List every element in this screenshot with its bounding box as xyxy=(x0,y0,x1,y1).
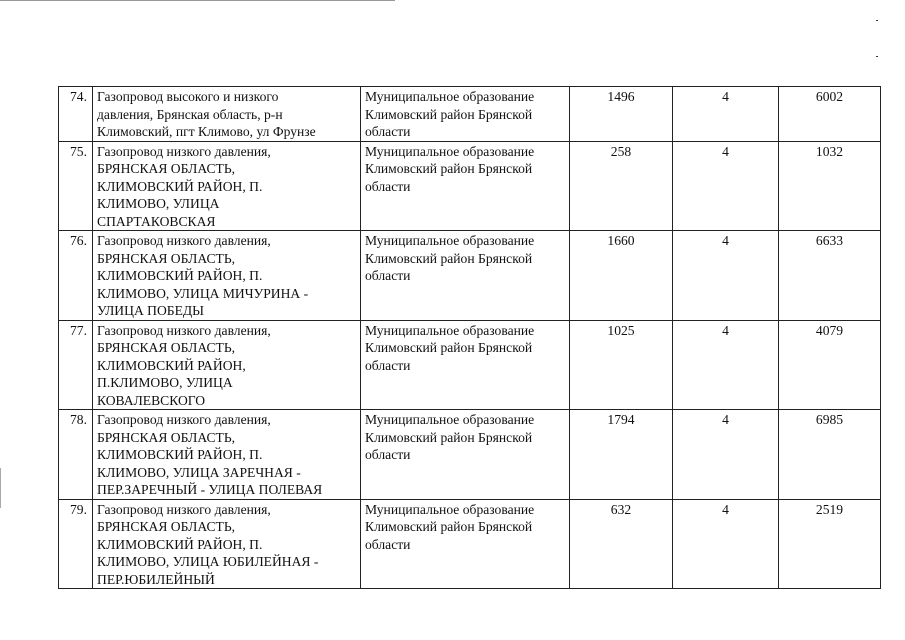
category-value: 4 xyxy=(673,231,779,321)
object-name: Газопровод высокого и низкого давления, Брянская область, р-н Климовский, пгт Климово, ул Фрунзе xyxy=(93,87,361,142)
length-value: 1794 xyxy=(570,410,673,500)
length-value: 1660 xyxy=(570,231,673,321)
total-value: 2519 xyxy=(779,499,881,589)
table-row xyxy=(59,320,881,410)
row-number: 78. xyxy=(59,410,93,500)
total-value: 6633 xyxy=(779,231,881,321)
object-name: Газопровод низкого давления, БРЯНСКАЯ ОБЛАСТЬ, КЛИМОВСКИЙ РАЙОН, П. КЛИМОВО, УЛИЦА МИЧУРИНА - УЛИЦА ПОБЕДЫ xyxy=(93,231,361,321)
category-value: 4 xyxy=(673,320,779,410)
owner-name: Муниципальное образование Климовский район Брянской области xyxy=(361,231,570,321)
length-value: 632 xyxy=(570,499,673,589)
total-value: 6985 xyxy=(779,410,881,500)
row-number: 76. xyxy=(59,231,93,321)
table-row xyxy=(59,410,881,500)
row-number: 75. xyxy=(59,141,93,231)
owner-name: Муниципальное образование Климовский район Брянской области xyxy=(361,141,570,231)
length-value: 1025 xyxy=(570,320,673,410)
object-name: Газопровод низкого давления, БРЯНСКАЯ ОБЛАСТЬ, КЛИМОВСКИЙ РАЙОН, П.КЛИМОВО, УЛИЦА КОВАЛЕВСКОГО xyxy=(93,320,361,410)
property-table xyxy=(58,86,881,589)
length-value: 1496 xyxy=(570,87,673,142)
table-row xyxy=(59,141,881,231)
owner-name: Муниципальное образование Климовский район Брянской области xyxy=(361,499,570,589)
scan-mark xyxy=(876,20,878,21)
total-value: 4079 xyxy=(779,320,881,410)
row-number: 79. xyxy=(59,499,93,589)
owner-name: Муниципальное образование Климовский район Брянской области xyxy=(361,320,570,410)
table-row xyxy=(59,87,881,142)
table-row xyxy=(59,231,881,321)
category-value: 4 xyxy=(673,410,779,500)
category-value: 4 xyxy=(673,499,779,589)
scan-top-line xyxy=(0,0,395,1)
category-value: 4 xyxy=(673,141,779,231)
scan-edge-mark xyxy=(0,468,1,508)
object-name: Газопровод низкого давления, БРЯНСКАЯ ОБЛАСТЬ, КЛИМОВСКИЙ РАЙОН, П. КЛИМОВО, УЛИЦА ЗАРЕЧНАЯ - ПЕР.ЗАРЕЧНЫЙ - УЛИЦА ПОЛЕВАЯ xyxy=(93,410,361,500)
total-value: 1032 xyxy=(779,141,881,231)
object-name: Газопровод низкого давления, БРЯНСКАЯ ОБЛАСТЬ, КЛИМОВСКИЙ РАЙОН, П. КЛИМОВО, УЛИЦА ЮБИЛЕЙНАЯ - ПЕР.ЮБИЛЕЙНЫЙ xyxy=(93,499,361,589)
total-value: 6002 xyxy=(779,87,881,142)
category-value: 4 xyxy=(673,87,779,142)
table-row xyxy=(59,499,881,589)
scan-mark xyxy=(876,56,878,57)
row-number: 77. xyxy=(59,320,93,410)
row-number: 74. xyxy=(59,87,93,142)
owner-name: Муниципальное образование Климовский район Брянской области xyxy=(361,87,570,142)
owner-name: Муниципальное образование Климовский район Брянской области xyxy=(361,410,570,500)
length-value: 258 xyxy=(570,141,673,231)
object-name: Газопровод низкого давления, БРЯНСКАЯ ОБЛАСТЬ, КЛИМОВСКИЙ РАЙОН, П. КЛИМОВО, УЛИЦА СПАРТАКОВСКАЯ xyxy=(93,141,361,231)
